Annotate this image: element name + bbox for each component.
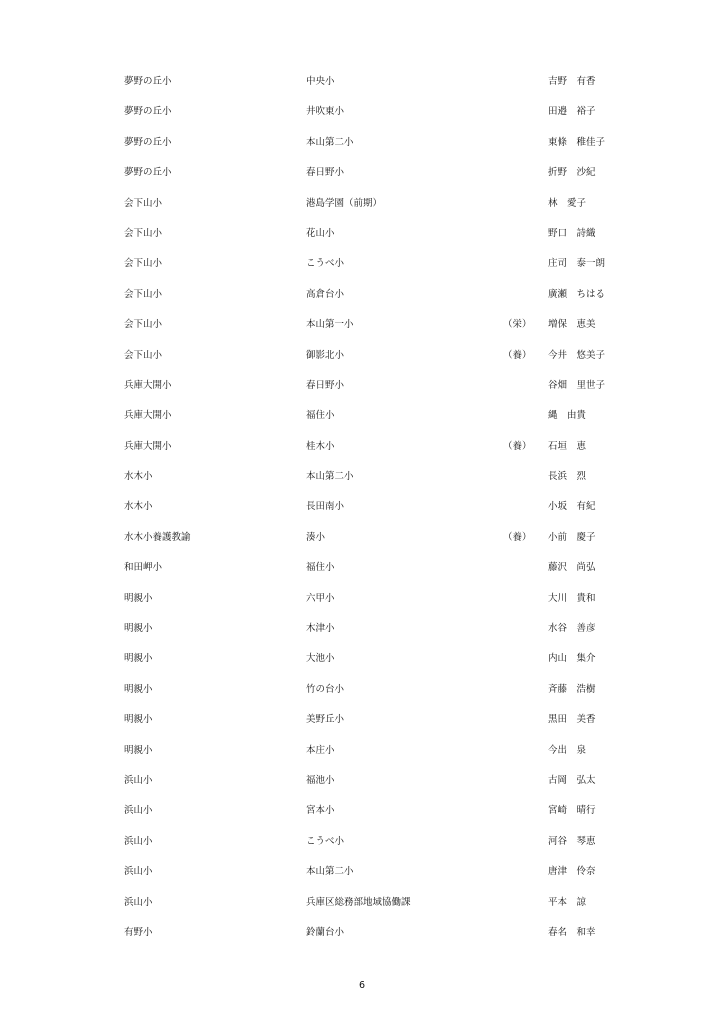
person-name: 谷畑 里世子 (548, 379, 606, 391)
to-school: 御影北小 (306, 349, 345, 361)
from-school: 有野小 (124, 926, 153, 938)
from-school: 会下山小 (124, 258, 163, 270)
list-row (0, 371, 724, 401)
person-name: 東條 稚佳子 (548, 136, 606, 148)
from-school: 浜山小 (124, 835, 153, 847)
page-number: 6 (358, 980, 366, 991)
to-school: 本山第二小 (306, 471, 354, 483)
from-school: 会下山小 (124, 288, 163, 300)
role-note: （養） (503, 349, 532, 361)
person-name: 古岡 弘太 (548, 774, 596, 786)
person-name: 石垣 恵 (548, 440, 587, 452)
to-school: 六甲小 (306, 592, 335, 604)
to-school: 兵庫区総務部地域協働課 (306, 896, 411, 908)
person-name: 折野 沙紀 (548, 167, 596, 179)
to-school: 鈴蘭台小 (306, 926, 345, 938)
list-row (0, 401, 724, 431)
person-name: 今出 泉 (548, 744, 587, 756)
list-row (0, 523, 724, 553)
from-school: 明親小 (124, 592, 153, 604)
from-school: 夢野の丘小 (124, 136, 172, 148)
list-row (0, 888, 724, 918)
to-school: 木津小 (306, 623, 335, 635)
from-school: 兵庫大開小 (124, 440, 172, 452)
from-school: 明親小 (124, 623, 153, 635)
transfer-list (0, 67, 724, 948)
from-school: 水木小養護教諭 (124, 531, 191, 543)
person-name: 唐津 伶奈 (548, 866, 596, 878)
list-row (0, 280, 724, 310)
list-row (0, 857, 724, 887)
list-row (0, 918, 724, 948)
list-row (0, 584, 724, 614)
to-school: 本山第二小 (306, 136, 354, 148)
from-school: 水木小 (124, 501, 153, 513)
from-school: 会下山小 (124, 197, 163, 209)
from-school: 兵庫大開小 (124, 410, 172, 422)
to-school: 湊小 (306, 531, 326, 543)
person-name: 庄司 泰一朗 (548, 258, 606, 270)
person-name: 大川 貴和 (548, 592, 596, 604)
to-school: 高倉台小 (306, 288, 345, 300)
to-school: 竹の台小 (306, 683, 345, 695)
person-name: 斉藤 浩樹 (548, 683, 596, 695)
list-row (0, 827, 724, 857)
list-row (0, 97, 724, 127)
to-school: 桂木小 (306, 440, 335, 452)
from-school: 和田岬小 (124, 562, 163, 574)
list-row (0, 766, 724, 796)
list-row (0, 492, 724, 522)
to-school: 本山第二小 (306, 866, 354, 878)
person-name: 内山 集介 (548, 653, 596, 665)
from-school: 夢野の丘小 (124, 106, 172, 118)
from-school: 明親小 (124, 653, 153, 665)
from-school: 夢野の丘小 (124, 76, 172, 87)
from-school: 明親小 (124, 714, 153, 726)
to-school: 大池小 (306, 653, 335, 665)
person-name: 田邉 裕子 (548, 106, 596, 118)
from-school: 浜山小 (124, 896, 153, 908)
to-school: 本庄小 (306, 744, 335, 756)
from-school: 会下山小 (124, 349, 163, 361)
to-school: 中央小 (306, 76, 335, 87)
person-name: 小坂 有紀 (548, 501, 596, 513)
to-school: 長田南小 (306, 501, 345, 513)
list-row (0, 189, 724, 219)
to-school: 宮本小 (306, 805, 335, 817)
list-row (0, 219, 724, 249)
list-row (0, 128, 724, 158)
to-school: 本山第一小 (306, 319, 354, 331)
from-school: 明親小 (124, 683, 153, 695)
person-name: 平本 諒 (548, 896, 587, 908)
list-row (0, 158, 724, 188)
person-name: 増保 恵美 (548, 319, 596, 331)
person-name: 長浜 烈 (548, 471, 587, 483)
person-name: 水谷 善彦 (548, 623, 596, 635)
from-school: 会下山小 (124, 227, 163, 239)
person-name: 林 愛子 (548, 197, 587, 209)
person-name: 藤沢 尚弘 (548, 562, 596, 574)
list-row (0, 644, 724, 674)
person-name: 廣瀬 ちはる (548, 288, 606, 300)
person-name: 今井 悠美子 (548, 349, 606, 361)
to-school: 井吹東小 (306, 106, 345, 118)
from-school: 水木小 (124, 471, 153, 483)
to-school: こうべ小 (306, 835, 345, 847)
person-name: 縄 由貴 (548, 410, 587, 422)
list-row (0, 553, 724, 583)
from-school: 明親小 (124, 744, 153, 756)
person-name: 河谷 琴恵 (548, 835, 596, 847)
from-school: 浜山小 (124, 866, 153, 878)
role-note: （養） (503, 440, 532, 452)
from-school: 浜山小 (124, 774, 153, 786)
from-school: 浜山小 (124, 805, 153, 817)
person-name: 黒田 美香 (548, 714, 596, 726)
from-school: 夢野の丘小 (124, 167, 172, 179)
to-school: こうべ小 (306, 258, 345, 270)
from-school: 兵庫大開小 (124, 379, 172, 391)
list-row (0, 675, 724, 705)
to-school: 福住小 (306, 562, 335, 574)
to-school: 美野丘小 (306, 714, 345, 726)
list-row (0, 736, 724, 766)
list-row (0, 462, 724, 492)
from-school: 会下山小 (124, 319, 163, 331)
list-row (0, 705, 724, 735)
list-row (0, 614, 724, 644)
to-school: 春日野小 (306, 167, 345, 179)
to-school: 福池小 (306, 774, 335, 786)
list-row (0, 67, 724, 97)
person-name: 吉野 有香 (548, 76, 596, 87)
list-row (0, 796, 724, 826)
role-note: （養） (503, 531, 532, 543)
role-note: （栄） (503, 319, 532, 331)
list-row (0, 341, 724, 371)
list-row (0, 432, 724, 462)
person-name: 宮崎 晴行 (548, 805, 596, 817)
person-name: 野口 詩織 (548, 227, 596, 239)
to-school: 春日野小 (306, 379, 345, 391)
to-school: 港島学園（前期） (306, 197, 383, 209)
list-row (0, 249, 724, 279)
to-school: 福住小 (306, 410, 335, 422)
person-name: 春名 和幸 (548, 926, 596, 938)
person-name: 小前 慶子 (548, 531, 596, 543)
to-school: 花山小 (306, 227, 335, 239)
list-row (0, 310, 724, 340)
